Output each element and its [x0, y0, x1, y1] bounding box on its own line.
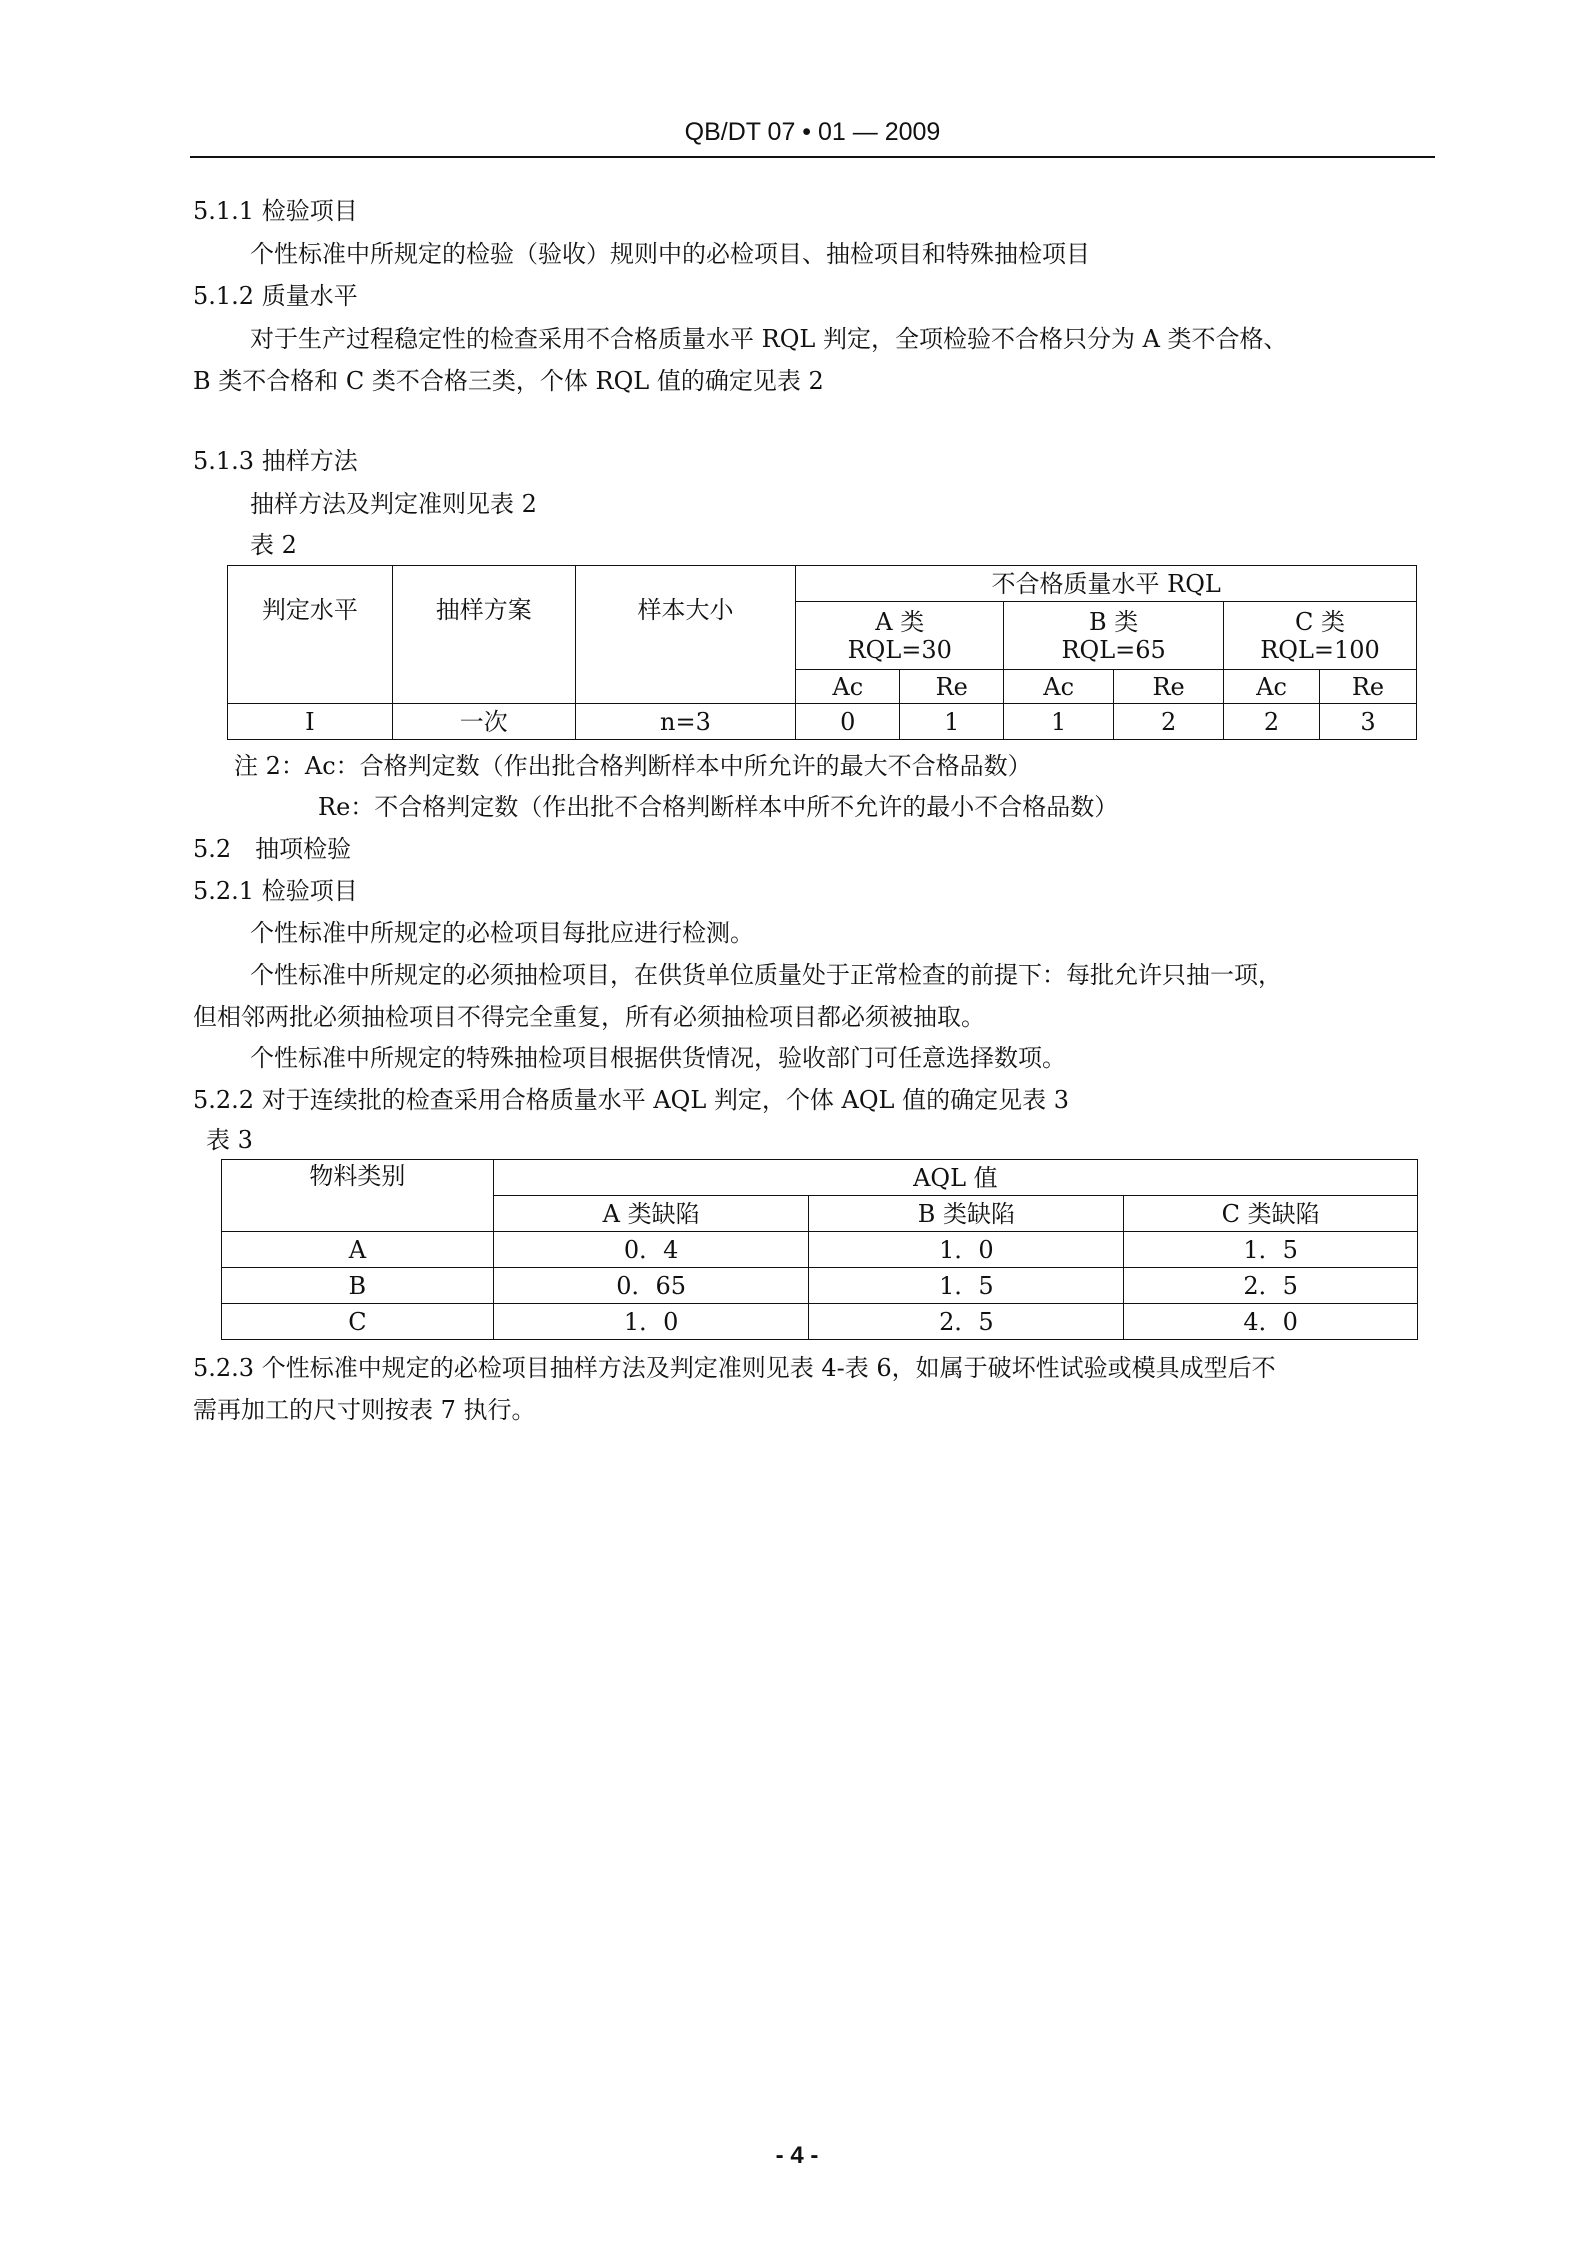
a-defect-value: 0．4	[493, 1232, 809, 1268]
header-a-defect: A 类缺陷	[493, 1196, 809, 1232]
header-material-category: 物料类别	[222, 1160, 494, 1232]
header-c-defect: C 类缺陷	[1124, 1196, 1418, 1232]
class-b-ac-value: 1	[1004, 704, 1114, 740]
section-5-1-2-text-line1: 对于生产过程稳定性的检查采用不合格质量水平 RQL 判定，全项检验不合格只分为 A 类不合格、	[250, 325, 1288, 353]
section-5-2-1-para2-line1: 个性标准中所规定的必须抽检项目，在供货单位质量处于正常检查的前提下：每批允许只抽一项，	[250, 961, 1282, 989]
c-defect-value: 2．5	[1124, 1268, 1418, 1304]
class-a-re-label: Re	[900, 670, 1004, 704]
class-b-rql: RQL=65	[1061, 635, 1166, 664]
section-5-2-2-text: 5.2.2 对于连续批的检查采用合格质量水平 AQL 判定，个体 AQL 值的确定见表 3	[193, 1086, 1069, 1114]
c-defect-value: 4．0	[1124, 1304, 1418, 1340]
table-row	[222, 1268, 1418, 1304]
class-a-name: A 类	[875, 607, 925, 636]
class-c-re-label: Re	[1319, 670, 1416, 704]
class-b-re-label: Re	[1114, 670, 1224, 704]
section-5-2-1-para2-line2: 但相邻两批必须抽检项目不得完全重复，所有必须抽检项目都必须被抽取。	[193, 1003, 985, 1031]
table-row	[228, 704, 1417, 740]
table-2-sampling-plan	[227, 565, 1417, 740]
class-c-header	[1224, 602, 1417, 670]
class-a-rql: RQL=30	[847, 635, 952, 664]
class-c-ac-value: 2	[1224, 704, 1320, 740]
section-5-2-1-para3: 个性标准中所规定的特殊抽检项目根据供货情况，验收部门可任意选择数项。	[250, 1044, 1066, 1072]
class-c-ac-label: Ac	[1224, 670, 1320, 704]
row-level: I	[228, 704, 393, 740]
a-defect-value: 0．65	[493, 1268, 809, 1304]
table-3-caption: 表 3	[206, 1126, 253, 1154]
header-sampling-plan: 抽样方案	[392, 566, 575, 704]
class-b-re-value: 2	[1114, 704, 1224, 740]
b-defect-value: 1．5	[809, 1268, 1124, 1304]
section-5-2-3-text-line1: 5.2.3 个性标准中规定的必检项目抽样方法及判定准则见表 4-表 6，如属于破坏性试验或模具成型后不	[193, 1354, 1276, 1382]
page-number: - 4 -	[775, 2142, 819, 2169]
a-defect-value: 1．0	[493, 1304, 809, 1340]
class-a-ac-value: 0	[796, 704, 900, 740]
section-5-2-title: 5.2 抽项检验	[193, 835, 352, 863]
c-defect-value: 1．5	[1124, 1232, 1418, 1268]
class-b-header	[1004, 602, 1224, 670]
row-size: n=3	[575, 704, 796, 740]
header-aql: AQL 值	[493, 1160, 1417, 1196]
section-5-1-2-title: 5.1.2 质量水平	[193, 282, 358, 310]
table-2-caption: 表 2	[250, 531, 297, 559]
header-b-defect: B 类缺陷	[809, 1196, 1124, 1232]
section-5-1-3-text: 抽样方法及判定准则见表 2	[250, 490, 537, 518]
row-category: A	[222, 1232, 494, 1268]
class-b-ac-label: Ac	[1004, 670, 1114, 704]
class-a-ac-label: Ac	[796, 670, 900, 704]
section-5-2-3-text-line2: 需再加工的尺寸则按表 7 执行。	[193, 1396, 536, 1424]
class-c-re-value: 3	[1319, 704, 1416, 740]
class-c-name: C 类	[1295, 607, 1346, 636]
class-a-header	[796, 602, 1004, 670]
section-5-2-1-para1: 个性标准中所规定的必检项目每批应进行检测。	[250, 919, 754, 947]
table-row	[222, 1304, 1418, 1340]
note-re: Re：不合格判定数（作出批不合格判断样本中所不允许的最小不合格品数）	[318, 793, 1119, 821]
row-category: B	[222, 1268, 494, 1304]
b-defect-value: 1．0	[809, 1232, 1124, 1268]
header-judgment-level: 判定水平	[228, 566, 393, 704]
section-5-1-2-text-line2: B 类不合格和 C 类不合格三类，个体 RQL 值的确定见表 2	[193, 367, 824, 395]
header-rule	[190, 156, 1435, 158]
class-a-re-value: 1	[900, 704, 1004, 740]
b-defect-value: 2．5	[809, 1304, 1124, 1340]
table-row	[222, 1232, 1418, 1268]
section-5-1-3-title: 5.1.3 抽样方法	[193, 447, 358, 475]
section-5-1-1-title: 5.1.1 检验项目	[193, 197, 358, 225]
class-b-name: B 类	[1088, 607, 1139, 636]
section-5-1-1-text: 个性标准中所规定的检验（验收）规则中的必检项目、抽检项目和特殊抽检项目	[250, 240, 1090, 268]
row-plan: 一次	[392, 704, 575, 740]
class-c-rql: RQL=100	[1260, 635, 1380, 664]
header-rql: 不合格质量水平 RQL	[796, 566, 1417, 602]
header-sample-size: 样本大小	[575, 566, 796, 704]
section-5-2-1-title: 5.2.1 检验项目	[193, 877, 358, 905]
table-3-aql-values	[221, 1159, 1418, 1340]
note-ac: 注 2：Ac：合格判定数（作出批合格判断样本中所允许的最大不合格品数）	[234, 752, 1032, 780]
row-category: C	[222, 1304, 494, 1340]
document-code-header: QB/DT 07 • 01 — 2009	[684, 118, 941, 146]
